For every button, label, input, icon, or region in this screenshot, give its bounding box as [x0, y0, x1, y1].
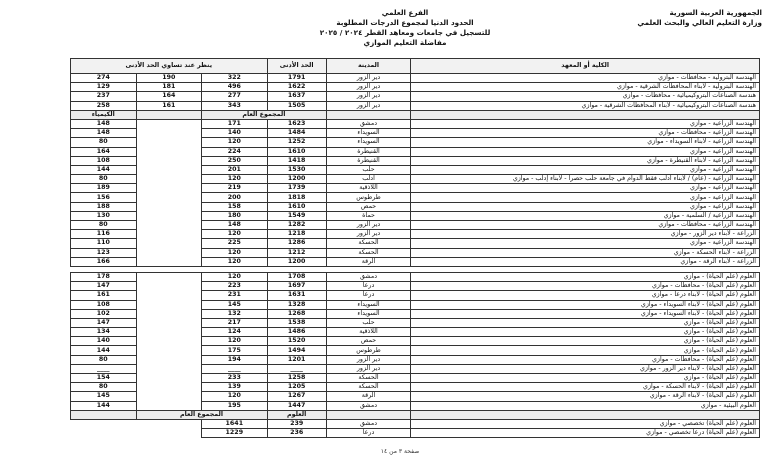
table-row	[71, 138, 760, 147]
city-name: حمص	[326, 337, 411, 346]
city-name: طرطوس	[326, 346, 411, 355]
value-cell: 189	[71, 184, 137, 193]
city-name: السويداء	[326, 138, 411, 147]
value-cell: 147	[71, 282, 137, 291]
admissions-table	[70, 58, 760, 438]
table-row	[71, 383, 760, 392]
empty-cell	[136, 165, 202, 174]
value-cell: 1631	[267, 291, 326, 300]
value-cell: 225	[202, 239, 268, 248]
value-cell: 233	[202, 374, 268, 383]
table-row	[71, 272, 760, 281]
value-cell: 1200	[267, 257, 326, 266]
city-name: السويداء	[326, 300, 411, 309]
empty-cell	[136, 221, 202, 230]
empty-cell	[136, 291, 202, 300]
table-row	[71, 300, 760, 309]
empty-cell	[136, 257, 202, 266]
value-cell: 1484	[267, 129, 326, 138]
empty-cell	[136, 211, 202, 220]
program-name: هندسة الصناعات البتروكيميائية - لأبناء المحافظات الشرقية - موازي	[411, 101, 760, 110]
city-name: السويداء	[326, 129, 411, 138]
value-cell: 120	[202, 138, 268, 147]
table-row	[71, 374, 760, 383]
value-cell: 217	[202, 318, 268, 327]
value-cell: 1530	[267, 165, 326, 174]
city-name: السويداء	[326, 309, 411, 318]
value-cell: 343	[202, 101, 268, 110]
city-name: دمشق	[326, 419, 411, 428]
value-cell: 102	[71, 309, 137, 318]
program-name: هندسة الصناعات البتروكيميائية - محافظات - موازي	[411, 92, 760, 101]
value-cell: 236	[267, 429, 326, 438]
value-cell: 1622	[267, 83, 326, 92]
table-row	[71, 211, 760, 220]
empty-cell	[411, 410, 760, 419]
empty-cell	[136, 129, 202, 138]
document-header	[60, 0, 768, 58]
value-cell: ____	[202, 364, 268, 373]
empty-cell	[136, 282, 202, 291]
value-cell: 158	[202, 202, 268, 211]
value-cell: 110	[71, 239, 137, 248]
value-cell: 1610	[267, 202, 326, 211]
program-name: العلوم (علم الحياة) - موازي	[411, 272, 760, 281]
city-name: دير الزور	[326, 92, 411, 101]
program-name: الهندسة الزراعية - محافظات - موازي	[411, 129, 760, 138]
city-name: دمشق	[326, 401, 411, 410]
program-name: العلوم (علم الحياة) - لأبناء درعا - موازي	[411, 291, 760, 300]
subheader-row	[71, 110, 760, 119]
value-cell: 1818	[267, 193, 326, 202]
value-cell: 194	[202, 355, 268, 364]
value-cell: 1641	[202, 419, 268, 428]
value-cell: 164	[136, 92, 202, 101]
value-cell: 180	[202, 211, 268, 220]
city-name: اللاذقية	[326, 328, 411, 337]
country-name: الجمهورية العربية السورية	[669, 8, 762, 17]
empty-cell	[136, 272, 202, 281]
program-name: الهندسة الزراعية - موازي	[411, 202, 760, 211]
empty-cell	[136, 156, 202, 165]
value-cell: 1447	[267, 401, 326, 410]
value-cell: 140	[202, 129, 268, 138]
value-cell: 237	[71, 92, 137, 101]
value-cell: 201	[202, 165, 268, 174]
program-name: الهندسة الزراعية - محافظات - موازي	[411, 221, 760, 230]
table-row	[71, 184, 760, 193]
empty-cell	[136, 147, 202, 156]
program-name: العلوم (علم الحياة) - لأبناء السويداء - موازي	[411, 300, 760, 309]
program-name: الهندسة الزراعية - موازي	[411, 184, 760, 193]
value-cell: 147	[71, 318, 137, 327]
value-cell: 274	[71, 74, 137, 83]
value-cell: 175	[202, 346, 268, 355]
branch-title: الفرع العلمي	[381, 8, 429, 17]
program-name: الهندسة الزراعية - (عام) / لأبناء ادلب فقط الدوام في جامعة حلب حصراً - لأبناء إدلب - موازي	[411, 175, 760, 184]
value-cell: 108	[71, 156, 137, 165]
value-cell: 1267	[267, 392, 326, 401]
value-cell: 144	[71, 401, 137, 410]
title-line-3: مفاضلة التعليم الموازي	[363, 38, 447, 47]
city-name: درعا	[326, 282, 411, 291]
value-cell: 164	[71, 147, 137, 156]
value-cell: 1637	[267, 92, 326, 101]
city-name: الحسكة	[326, 383, 411, 392]
empty-cell	[136, 300, 202, 309]
chemistry-label: الكيمياء	[71, 110, 137, 119]
title-line-2: للتسجيل في جامعات ومعاهد القطر ٢٠٢٤ / ٢٠٢٥	[319, 28, 491, 37]
city-name: حماة	[326, 211, 411, 220]
city-name: دير الزور	[326, 364, 411, 373]
table-row	[71, 401, 760, 410]
value-cell: 1258	[267, 374, 326, 383]
value-cell: 322	[202, 74, 268, 83]
city-name: طرطوس	[326, 193, 411, 202]
value-cell: 148	[71, 119, 137, 128]
value-cell: 1200	[267, 175, 326, 184]
empty-cell	[136, 239, 202, 248]
value-cell: 250	[202, 156, 268, 165]
program-name: العلوم (علم الحياة) - لأبناء السويداء - موازي	[411, 309, 760, 318]
value-cell: 1282	[267, 221, 326, 230]
value-cell: 120	[202, 392, 268, 401]
city-name: حلب	[326, 165, 411, 174]
table-row	[71, 337, 760, 346]
city-name: دير الزور	[326, 221, 411, 230]
program-name: الهندسة الزراعية - موازي	[411, 147, 760, 156]
empty-cell	[136, 383, 202, 392]
value-cell: 1708	[267, 272, 326, 281]
city-name: الحسكة	[326, 374, 411, 383]
table-row	[71, 147, 760, 156]
empty-cell	[71, 419, 137, 428]
value-cell: 1494	[267, 346, 326, 355]
city-name: دير الزور	[326, 101, 411, 110]
value-cell: ____	[267, 364, 326, 373]
value-cell: 258	[71, 101, 137, 110]
city-name: الحسكة	[326, 248, 411, 257]
empty-cell	[136, 184, 202, 193]
program-name: الهندسة البترولية - لأبناء المحافظات الشرقية - موازي	[411, 83, 760, 92]
table-row	[71, 364, 760, 373]
city-name: ادلب	[326, 175, 411, 184]
table-row	[71, 83, 760, 92]
science-label: العلوم	[267, 410, 326, 419]
program-name: الزراعة - لأبناء دير الزور - موازي	[411, 230, 760, 239]
table-row	[71, 175, 760, 184]
value-cell: 1538	[267, 318, 326, 327]
city-name: دير الزور	[326, 74, 411, 83]
value-cell: 154	[71, 374, 137, 383]
empty-cell	[136, 328, 202, 337]
table-row	[71, 221, 760, 230]
title-line-1: الحدود الدنيا لمجموع الدرجات المطلوبة	[336, 18, 474, 27]
value-cell: 1229	[202, 429, 268, 438]
program-name: الهندسة الزراعية - لأبناء القنيطرة - موازي	[411, 156, 760, 165]
table-row	[71, 392, 760, 401]
city-name: دمشق	[326, 119, 411, 128]
city-name: درعا	[326, 429, 411, 438]
value-cell: 171	[202, 119, 268, 128]
total-label: المجموع العام	[136, 410, 267, 419]
value-cell: 129	[71, 83, 137, 92]
program-name: العلوم (علم الحياة) درعا تخصصي - موازي	[411, 429, 760, 438]
value-cell: 1623	[267, 119, 326, 128]
value-cell: 120	[202, 272, 268, 281]
value-cell: 139	[202, 383, 268, 392]
empty-cell	[411, 110, 760, 119]
empty-cell	[136, 374, 202, 383]
program-name: الهندسة الزراعية - موازي	[411, 239, 760, 248]
value-cell: 1286	[267, 239, 326, 248]
program-name: العلوم (علم الحياة) - موازي	[411, 328, 760, 337]
empty-cell	[136, 401, 202, 410]
empty-cell	[136, 355, 202, 364]
program-name: الهندسة الزراعية - موازي	[411, 193, 760, 202]
value-cell: 1610	[267, 147, 326, 156]
value-cell: 1218	[267, 230, 326, 239]
header-city: المدينة	[326, 59, 411, 74]
value-cell: 1328	[267, 300, 326, 309]
empty-cell	[136, 419, 202, 428]
value-cell: 148	[202, 221, 268, 230]
value-cell: 145	[202, 300, 268, 309]
value-cell: 123	[71, 248, 137, 257]
program-name: العلوم (علم الحياة) - لأبناء دير الزور - موازي	[411, 364, 760, 373]
program-name: الهندسة الزراعية - موازي	[411, 165, 760, 174]
program-name: العلوم (علم الحياة) - موازي	[411, 337, 760, 346]
empty-cell	[71, 410, 137, 419]
program-name: الهندسة الزراعية / السلمية - موازي	[411, 211, 760, 220]
table-row	[71, 230, 760, 239]
value-cell: 1268	[267, 309, 326, 318]
program-name: العلوم (علم الحياة) - لأبناء الرقة - موازي	[411, 392, 760, 401]
value-cell: 120	[202, 248, 268, 257]
value-cell: 124	[202, 328, 268, 337]
value-cell: 1252	[267, 138, 326, 147]
value-cell: 166	[71, 257, 137, 266]
value-cell: 219	[202, 184, 268, 193]
table-row	[71, 248, 760, 257]
program-name: العلوم (علم الحياة) - محافظات - موازي	[411, 355, 760, 364]
value-cell: 120	[202, 175, 268, 184]
value-cell: 80	[71, 383, 137, 392]
page-number: صفحة ٣ من ١٤	[380, 448, 420, 455]
ministry-name: وزارة التعليم العالي والبحث العلمي	[637, 18, 762, 27]
table-row	[71, 129, 760, 138]
value-cell: 145	[71, 392, 137, 401]
city-name: الحسكة	[326, 239, 411, 248]
value-cell: 1505	[267, 101, 326, 110]
table-row	[71, 101, 760, 110]
table-row	[71, 429, 760, 438]
value-cell: 1549	[267, 211, 326, 220]
city-name: الرقة	[326, 257, 411, 266]
table-row	[71, 74, 760, 83]
program-name: العلوم (علم الحياة) - محافظات - موازي	[411, 282, 760, 291]
document-page	[60, 0, 768, 461]
empty-cell	[136, 193, 202, 202]
city-name: دير الزور	[326, 355, 411, 364]
table-row	[71, 156, 760, 165]
value-cell: 1520	[267, 337, 326, 346]
table-row	[71, 355, 760, 364]
empty-cell	[136, 175, 202, 184]
value-cell: 277	[202, 92, 268, 101]
table-row	[71, 309, 760, 318]
value-cell: 1205	[267, 383, 326, 392]
value-cell: 1201	[267, 355, 326, 364]
value-cell: 178	[71, 272, 137, 281]
header-min: الحد الأدنى	[267, 59, 326, 74]
city-name: حمص	[326, 202, 411, 211]
table-row	[71, 257, 760, 266]
empty-cell	[326, 410, 411, 419]
value-cell: 80	[71, 175, 137, 184]
value-cell: 144	[71, 165, 137, 174]
value-cell: 116	[71, 230, 137, 239]
value-cell: 80	[71, 355, 137, 364]
value-cell: 231	[202, 291, 268, 300]
city-name: القنيطرة	[326, 156, 411, 165]
table-row	[71, 291, 760, 300]
program-name: العلوم (علم الحياة) - موازي	[411, 346, 760, 355]
table-row	[71, 419, 760, 428]
empty-cell	[71, 429, 137, 438]
table-row	[71, 92, 760, 101]
city-name: اللاذقية	[326, 184, 411, 193]
value-cell: 120	[202, 337, 268, 346]
empty-cell	[136, 318, 202, 327]
value-cell: 156	[71, 193, 137, 202]
table-row	[71, 346, 760, 355]
value-cell: 144	[71, 346, 137, 355]
table-row	[71, 202, 760, 211]
total-label: المجموع العام	[202, 110, 327, 119]
program-name: العلوم (علم الحياة) تخصصي - موازي	[411, 419, 760, 428]
value-cell: 148	[71, 129, 137, 138]
city-name: دير الزور	[326, 230, 411, 239]
table-row	[71, 239, 760, 248]
table-row	[71, 328, 760, 337]
program-name: الهندسة البترولية - محافظات - موازي	[411, 74, 760, 83]
value-cell: 120	[202, 257, 268, 266]
empty-cell	[136, 202, 202, 211]
program-name: الهندسة الزراعية - لأبناء السويداء - موازي	[411, 138, 760, 147]
table-row	[71, 282, 760, 291]
value-cell: 140	[71, 337, 137, 346]
city-name: درعا	[326, 291, 411, 300]
empty-cell	[136, 337, 202, 346]
empty-cell	[136, 392, 202, 401]
value-cell: 161	[136, 101, 202, 110]
value-cell: 1418	[267, 156, 326, 165]
value-cell: 195	[202, 401, 268, 410]
ministry-heading	[637, 8, 762, 28]
header-program: الكلية أو المعهد	[411, 59, 760, 74]
program-name: الزراعة - لأبناء الرقة - موازي	[411, 257, 760, 266]
empty-cell	[136, 110, 202, 119]
empty-cell	[136, 119, 202, 128]
table-row	[71, 165, 760, 174]
value-cell: 1739	[267, 184, 326, 193]
value-cell: 200	[202, 193, 268, 202]
city-name: دير الزور	[326, 83, 411, 92]
program-name: العلوم (علم الحياة) - موازي	[411, 374, 760, 383]
program-name: الزراعة - لأبناء الحسكة - موازي	[411, 248, 760, 257]
value-cell: 161	[71, 291, 137, 300]
value-cell: 1791	[267, 74, 326, 83]
program-name: العلوم البيئية - موازي	[411, 401, 760, 410]
empty-cell	[326, 110, 411, 119]
program-name: العلوم (علم الحياة) - موازي	[411, 318, 760, 327]
value-cell: 239	[267, 419, 326, 428]
value-cell: 134	[71, 328, 137, 337]
value-cell: 181	[136, 83, 202, 92]
empty-cell	[136, 248, 202, 257]
empty-cell	[136, 230, 202, 239]
value-cell: 224	[202, 147, 268, 156]
value-cell: 130	[71, 211, 137, 220]
empty-cell	[136, 138, 202, 147]
city-name: حلب	[326, 318, 411, 327]
value-cell: 223	[202, 282, 268, 291]
empty-cell	[136, 429, 202, 438]
value-cell: 80	[71, 221, 137, 230]
value-cell: ____	[71, 364, 137, 373]
value-cell: 108	[71, 300, 137, 309]
empty-cell	[136, 364, 202, 373]
table-row	[71, 318, 760, 327]
document-title	[280, 8, 530, 48]
value-cell: 132	[202, 309, 268, 318]
program-name: العلوم (علم الحياة) - لأبناء الحسكة - موازي	[411, 383, 760, 392]
value-cell: 1486	[267, 328, 326, 337]
table-row	[71, 193, 760, 202]
header-tie: ينظر عند تساوي الحد الأدنى	[71, 59, 268, 74]
empty-cell	[136, 346, 202, 355]
value-cell: 120	[202, 230, 268, 239]
subheader-row	[71, 410, 760, 419]
city-name: الرقة	[326, 392, 411, 401]
empty-cell	[136, 309, 202, 318]
city-name: دمشق	[326, 272, 411, 281]
value-cell: 1697	[267, 282, 326, 291]
value-cell: 188	[71, 202, 137, 211]
city-name: القنيطرة	[326, 147, 411, 156]
value-cell: 496	[202, 83, 268, 92]
value-cell: 190	[136, 74, 202, 83]
table-header-row	[71, 59, 760, 74]
value-cell: 80	[71, 138, 137, 147]
table-row	[71, 119, 760, 128]
program-name: الهندسة الزراعية - موازي	[411, 119, 760, 128]
value-cell: 1212	[267, 248, 326, 257]
